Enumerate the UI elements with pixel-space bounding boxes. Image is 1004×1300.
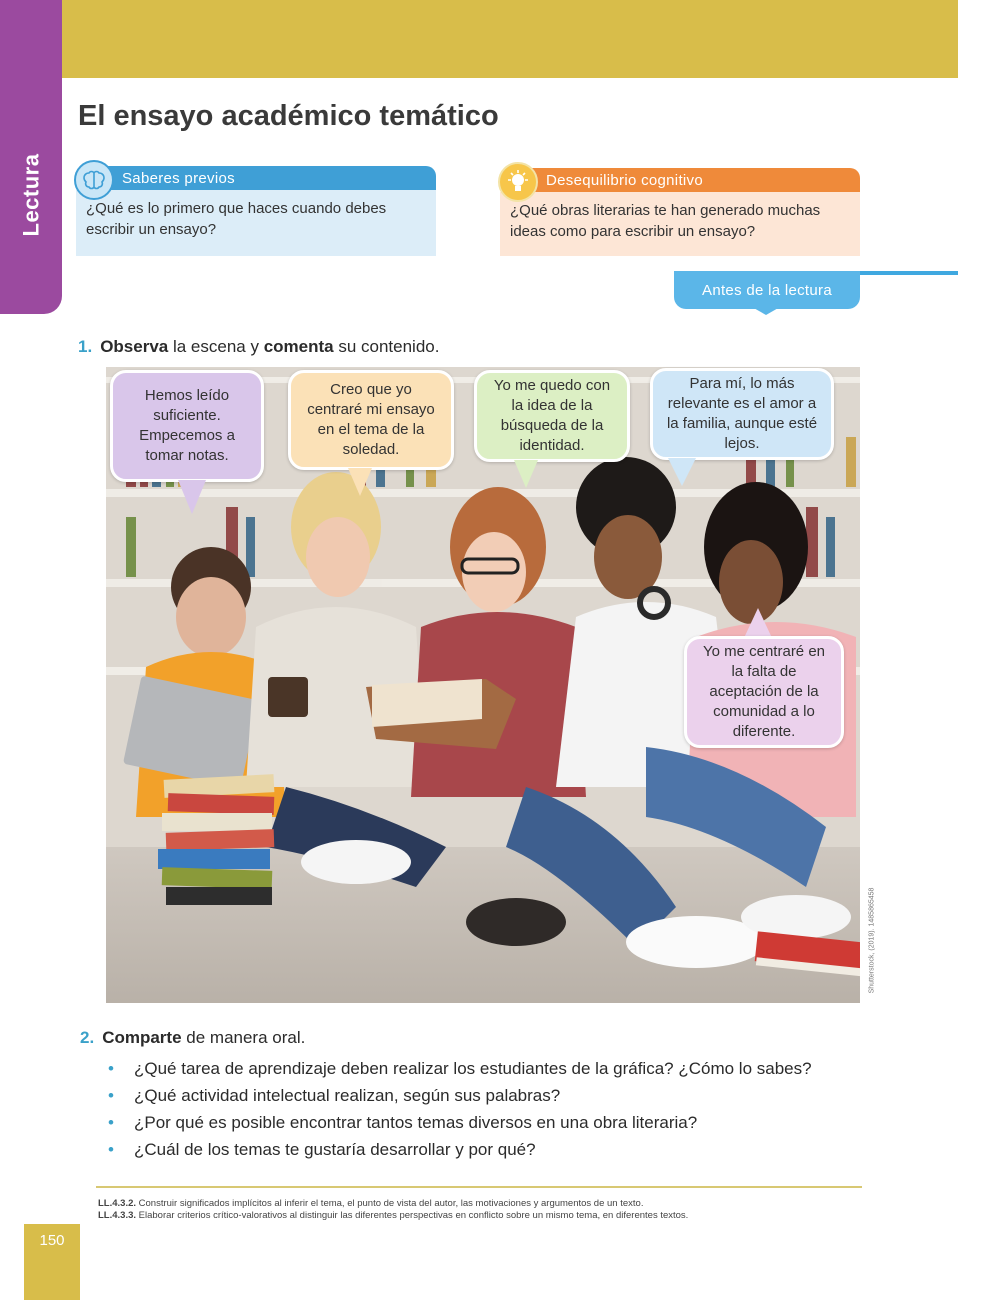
question-1	[78, 337, 439, 357]
footer-divider	[96, 1186, 862, 1188]
lightbulb-icon	[498, 162, 538, 202]
list-item: • ¿Cuál de los temas te gustaría desarrollar y por qué?	[106, 1136, 866, 1163]
question-2-number: 2.	[80, 1028, 95, 1047]
saberes-previos-box	[76, 166, 436, 256]
section-side-tab	[0, 0, 62, 314]
question-1-text-end: su contenido.	[333, 337, 440, 356]
speech-bubble-1-tail	[178, 480, 206, 514]
curriculum-note-text: Construir significados implícitos al inferir el tema, el punto de vista del autor, las motivaciones y argumentos de un texto.	[136, 1198, 644, 1209]
top-color-band	[60, 0, 958, 78]
question-1-verb-2: comenta	[263, 337, 334, 356]
question-2-text: de manera oral.	[181, 1028, 306, 1047]
speech-bubble-2-text: Creo que yo centraré mi ensayo en el tema de la soledad.	[307, 381, 435, 458]
curriculum-note	[98, 1210, 688, 1222]
list-item: • ¿Qué actividad intelectual realizan, según sus palabras?	[106, 1082, 866, 1109]
question-2-verb: Comparte	[102, 1028, 182, 1047]
question-2	[80, 1028, 305, 1048]
photo-credit-text: Shutterstock, (2019). 1485865458	[868, 887, 876, 993]
question-1-number: 1.	[78, 337, 93, 356]
speech-bubble-4	[650, 368, 834, 460]
question-1-verb-1: Observa	[100, 337, 169, 356]
question-1-text-mid: la escena y	[168, 337, 264, 356]
curriculum-notes	[98, 1198, 688, 1222]
speech-bubble-5-tail	[744, 608, 772, 638]
speech-bubble-3-tail	[514, 460, 538, 488]
curriculum-note	[98, 1198, 688, 1210]
speech-bubble-5-text: Yo me centraré en la falta de aceptación de la comunidad a lo diferente.	[702, 643, 826, 740]
speech-bubble-5	[684, 636, 844, 748]
curriculum-note-code: LL.4.3.2.	[98, 1198, 137, 1209]
curriculum-note-code: LL.4.3.3.	[98, 1210, 137, 1221]
section-divider-line	[858, 271, 958, 275]
speech-bubble-2-tail	[348, 468, 372, 496]
desequilibrio-cognitivo-box	[500, 168, 860, 256]
saberes-previos-heading: Saberes previos	[96, 166, 436, 190]
speech-bubble-4-text: Para mí, lo más relevante es el amor a la familia, aunque esté lejos.	[666, 375, 818, 452]
desequilibrio-cognitivo-text: ¿Qué obras literarias te han generado muchas ideas como para escribir un ensayo?	[500, 192, 860, 256]
curriculum-note-text: Elaborar criterios crítico-valorativos al distinguir las diferentes perspectivas en conflicto sobre un mismo tema, en diferentes textos.	[136, 1210, 689, 1221]
question-2-bullet-list	[106, 1055, 866, 1163]
brain-icon	[74, 160, 114, 200]
saberes-previos-text: ¿Qué es lo primero que haces cuando debes escribir un ensayo?	[76, 190, 436, 256]
antes-de-la-lectura-tab: Antes de la lectura	[674, 271, 860, 309]
speech-bubble-1-text: Hemos leído suficiente. Empecemos a tomar notas.	[139, 387, 235, 464]
list-item: • ¿Qué tarea de aprendizaje deben realizar los estudiantes de la gráfica? ¿Cómo lo sabes?	[106, 1055, 866, 1082]
speech-bubble-3-text: Yo me quedo con la idea de la búsqueda de la identidad.	[493, 377, 611, 454]
antes-tab-pointer	[752, 307, 780, 315]
speech-bubble-1	[110, 370, 264, 482]
speech-bubble-3	[474, 370, 630, 462]
page-title: El ensayo académico temático	[78, 100, 499, 132]
photo-credit	[860, 880, 884, 1000]
page-number: 150	[39, 1232, 65, 1249]
speech-bubble-4-tail	[668, 458, 696, 486]
section-label: Lectura	[18, 153, 44, 237]
speech-bubble-2	[288, 370, 454, 470]
list-item: • ¿Por qué es posible encontrar tantos temas diversos en una obra literaria?	[106, 1109, 866, 1136]
desequilibrio-cognitivo-heading: Desequilibrio cognitivo	[520, 168, 860, 192]
